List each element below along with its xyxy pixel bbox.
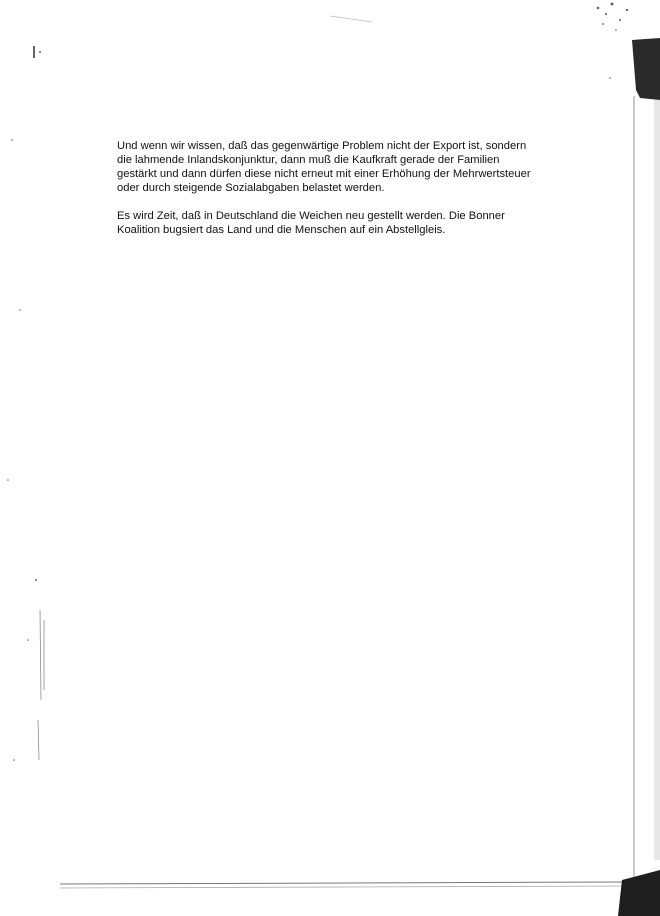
top-scan-line	[330, 16, 372, 22]
body-text	[117, 139, 557, 237]
right-edge-shadow	[632, 38, 660, 100]
paragraph-line: gestärkt und dann dürfen diese nicht erneut mit einer Erhöhung der Mehrwertsteuer	[117, 168, 531, 180]
paragraph-line: Koalition bugsiert das Land und die Menschen auf ein Abstellgleis.	[117, 224, 446, 236]
paragraph-line: Und wenn wir wissen, daß das gegenwärtige Problem nicht der Export ist, sondern	[117, 140, 527, 152]
paragraph-2	[117, 209, 557, 237]
right-edge-strip	[654, 100, 660, 860]
top-right-specks	[597, 3, 628, 79]
paragraph-line: Es wird Zeit, daß in Deutschland die Weichen neu gestellt werden. Die Bonner	[117, 210, 505, 222]
paragraph-line: oder durch steigende Sozialabgaben belastet werden.	[117, 182, 385, 194]
paragraph-line: die lahmende Inlandskonjunktur, dann muß die Kaufkraft gerade der Familien	[117, 154, 500, 166]
bottom-scan-edge	[60, 870, 660, 916]
paragraph-1	[117, 139, 557, 195]
left-edge-specks	[7, 46, 41, 761]
left-edge-marks	[38, 610, 44, 760]
